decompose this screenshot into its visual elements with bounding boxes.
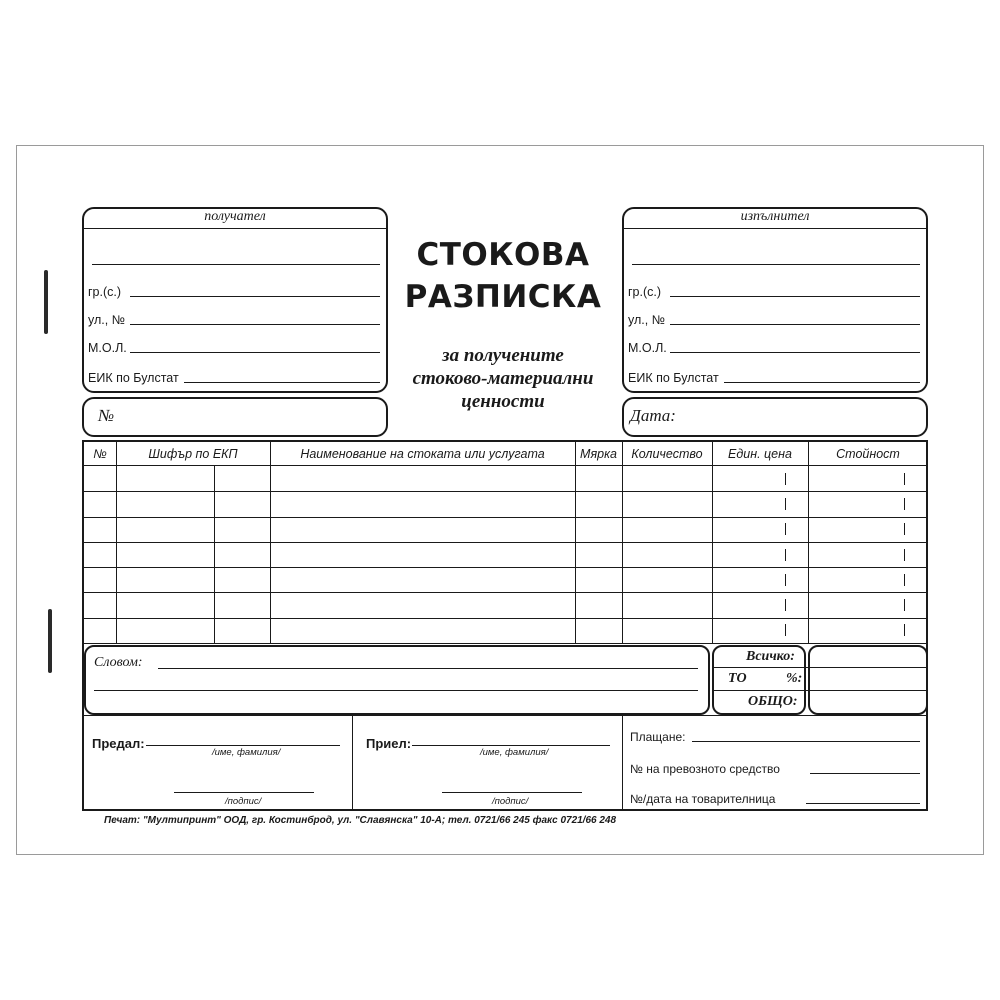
recipient-box	[82, 207, 388, 393]
received-signature-caption: /подпис/	[492, 796, 529, 807]
recipient-street-label: ул., №	[88, 313, 126, 327]
decimal-separator-tick	[785, 624, 786, 636]
table-row[interactable]	[84, 542, 926, 567]
waybill-line[interactable]	[806, 803, 920, 804]
supplier-street-line[interactable]	[670, 324, 920, 325]
recipient-eik-label: ЕИК по Булстат	[88, 371, 179, 385]
recipient-street-line[interactable]	[130, 324, 380, 325]
col-header-unit: Мярка	[580, 447, 617, 461]
supplier-heading: изпълнител	[740, 209, 810, 224]
supplier-name-line[interactable]	[632, 264, 920, 265]
handed-name-caption: /име, фамилия/	[212, 747, 281, 758]
decimal-separator-tick	[785, 498, 786, 510]
recipient-heading-line	[84, 228, 386, 229]
supplier-mol-line[interactable]	[670, 352, 920, 353]
decimal-separator-tick	[785, 523, 786, 535]
decimal-separator-tick	[785, 549, 786, 561]
col-header-value: Стойност	[836, 447, 900, 461]
recipient-name-line[interactable]	[92, 264, 380, 265]
document-subtitle-line1: за получените	[442, 345, 564, 366]
in-words-label: Словом:	[94, 655, 143, 670]
decimal-separator-tick	[904, 473, 905, 485]
supplier-mol-label: М.О.Л.	[628, 341, 667, 355]
vat-percent-label: %:	[786, 671, 803, 686]
decimal-separator-tick	[904, 498, 905, 510]
decimal-separator-tick	[904, 599, 905, 611]
document-subtitle-line2: стоково-материални	[412, 368, 594, 389]
table-row[interactable]	[84, 466, 926, 491]
received-name-line[interactable]	[412, 745, 610, 746]
vehicle-number-line[interactable]	[810, 773, 920, 774]
signatures-top-divider	[84, 715, 926, 716]
payment-label: Плащане:	[630, 730, 686, 744]
col-header-number: №	[93, 447, 107, 461]
decimal-separator-tick	[785, 599, 786, 611]
supplier-city-line[interactable]	[670, 296, 920, 297]
total-all-label: Всичко:	[746, 649, 795, 664]
col-header-quantity: Количество	[631, 447, 703, 461]
decimal-separator-tick	[904, 523, 905, 535]
handed-name-line[interactable]	[146, 745, 340, 746]
recipient-mol-line[interactable]	[130, 352, 380, 353]
received-name-caption: /име, фамилия/	[480, 747, 549, 758]
supplier-eik-label: ЕИК по Булстат	[628, 371, 719, 385]
supplier-box	[622, 207, 928, 393]
table-row[interactable]	[84, 517, 926, 542]
totals-row-divider-2	[714, 690, 926, 691]
received-signature-line[interactable]	[442, 792, 582, 793]
waybill-label: №/дата на товарителница	[630, 792, 776, 806]
printer-footer: Печат: "Мултипринт" ООД, гр. Костинброд, ул. "Славянска" 10-А; тел. 0721/66 245 факс 0721/66 248	[104, 815, 617, 826]
payment-line[interactable]	[692, 741, 920, 742]
received-label: Приел:	[366, 736, 412, 751]
staple-bottom	[48, 609, 52, 673]
totals-top-divider	[84, 643, 926, 644]
recipient-city-line[interactable]	[130, 296, 380, 297]
table-row[interactable]	[84, 618, 926, 643]
decimal-separator-tick	[904, 574, 905, 586]
table-row[interactable]	[84, 491, 926, 516]
decimal-separator-tick	[904, 624, 905, 636]
document-subtitle-line3: ценности	[461, 391, 545, 412]
col-header-unit-price: Един. цена	[728, 447, 792, 461]
table-row[interactable]	[84, 567, 926, 592]
handed-signature-line[interactable]	[174, 792, 314, 793]
totals-row-divider-1	[714, 667, 926, 668]
signatures-divider-2	[622, 716, 623, 809]
in-words-box	[84, 645, 710, 715]
vat-label: ТО	[728, 671, 747, 686]
vehicle-number-label: № на превозното средство	[630, 762, 780, 776]
supplier-street-label: ул., №	[628, 313, 666, 327]
number-label: №	[98, 406, 115, 425]
totals-values-box	[808, 645, 928, 715]
handed-signature-caption: /подпис/	[225, 796, 262, 807]
decimal-separator-tick	[785, 473, 786, 485]
signatures-divider-1	[352, 716, 353, 809]
col-header-code: Шифър по ЕКП	[148, 447, 238, 461]
staple-top	[44, 270, 48, 334]
in-words-line-1[interactable]	[158, 668, 698, 669]
handed-label: Предал:	[92, 736, 145, 751]
document-title-line1: СТОКОВА	[416, 237, 590, 273]
grand-total-label: ОБЩО:	[748, 694, 798, 709]
document-title-line2: РАЗПИСКА	[404, 279, 602, 315]
in-words-line-2[interactable]	[94, 690, 698, 691]
supplier-eik-line[interactable]	[724, 382, 920, 383]
number-box[interactable]	[82, 397, 388, 437]
recipient-eik-line[interactable]	[184, 382, 380, 383]
table-row[interactable]	[84, 592, 926, 617]
supplier-heading-line	[624, 228, 926, 229]
col-header-name: Наименование на стоката или услугата	[300, 447, 545, 461]
recipient-city-label: гр.(с.)	[88, 285, 122, 299]
date-label: Дата:	[630, 406, 676, 425]
decimal-separator-tick	[904, 549, 905, 561]
recipient-mol-label: М.О.Л.	[88, 341, 127, 355]
decimal-separator-tick	[785, 574, 786, 586]
supplier-city-label: гр.(с.)	[628, 285, 662, 299]
recipient-heading: получател	[204, 209, 266, 224]
